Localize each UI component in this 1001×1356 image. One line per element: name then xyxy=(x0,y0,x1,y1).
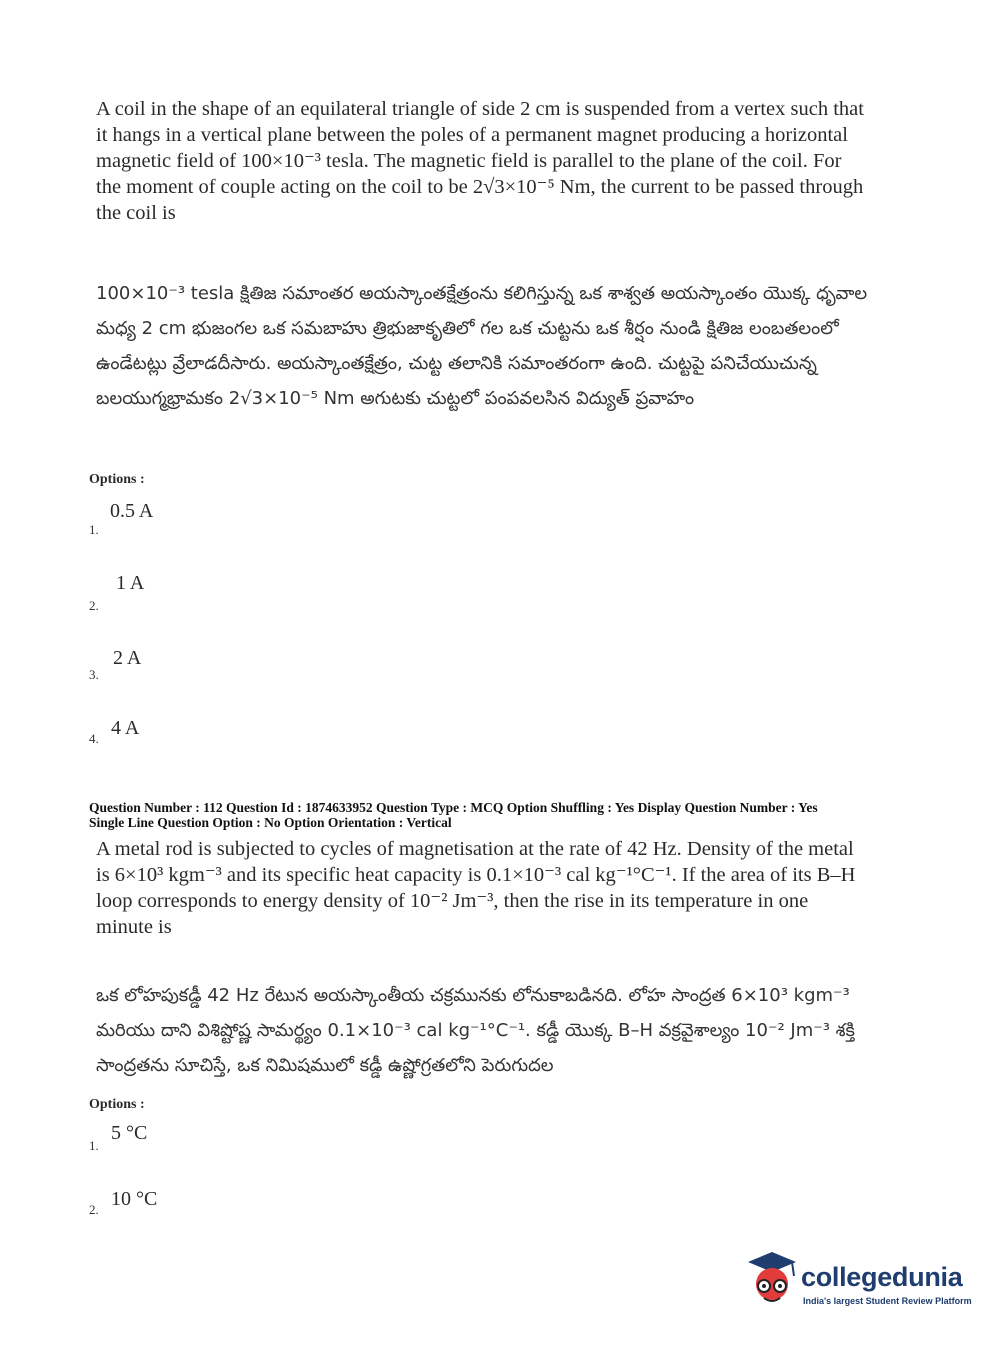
option-value[interactable]: 1 A xyxy=(116,572,145,594)
option-number: 2. xyxy=(89,598,99,613)
options-label: Options : xyxy=(89,472,145,487)
question-meta-line2: Single Line Question Option : No Option Orientation : Vertical xyxy=(89,815,452,830)
logo-tagline: India's largest Student Review Platform xyxy=(803,1296,972,1306)
option-value[interactable]: 5 °C xyxy=(111,1122,148,1144)
question-text-telugu: 100×10⁻³ tesla క్షితిజ సమాంతర అయస్కాంతక్షేత్రంను కలిగిస్తున్న ఒక శాశ్వత అయస్కాంతం యొక్క ధృవాల మధ్య 2 cm భుజంగల ఒక సమబాహు త్రిభుజాకృతిలో గల ఒక చుట్టను ఒక శీర్షం నుండి క్షితిజ లంబతలంలో ఉండేటట్లు వ్రేలాడదీసారు. అయస్కాంతక్షేత్రం, చుట్ట తలానికి సమాంతరంగా ఉంది. చుట్టపై పనిచేయుచున్న బలయుగ్మభ్రామకం 2√3×10⁻⁵ Nm అగుటకు చుట్టలో పంపవలసిన విద్యుత్ ప్రవాహం xyxy=(96,283,868,409)
question-text-english: A metal rod is subjected to cycles of magnetisation at the rate of 42 Hz. Density of the metal is 6×10³ kgm⁻³ and its specific heat capacity is 0.1×10⁻³ cal kg⁻¹°C⁻¹. If the area of its B–H loop corresponds to energy density of 10⁻² Jm⁻³, then the rise in its temperature in one minute is xyxy=(96,838,856,938)
options-label: Options : xyxy=(89,1097,145,1112)
option-number: 2. xyxy=(89,1202,99,1217)
mascot-icon xyxy=(742,1250,802,1312)
option-value[interactable]: 2 A xyxy=(113,647,142,669)
option-value[interactable]: 10 °C xyxy=(111,1188,158,1210)
option-value[interactable]: 0.5 A xyxy=(110,500,154,522)
option-number: 3. xyxy=(89,667,99,682)
option-number: 1. xyxy=(89,1138,99,1153)
option-value[interactable]: 4 A xyxy=(111,717,140,739)
option-number: 1. xyxy=(89,522,99,537)
question-meta-line1: Question Number : 112 Question Id : 1874633952 Question Type : MCQ Option Shuffling : Yes Display Question Number : Yes xyxy=(89,800,818,815)
question-text-english: A coil in the shape of an equilateral triangle of side 2 cm is suspended from a vertex such that it hangs in a vertical plane between the poles of a permanent magnet producing a horizontal magnetic field of 100×10⁻³ tesla. The magnetic field is parallel to the plane of the coil. For the moment of couple acting on the coil to be 2√3×10⁻⁵ Nm, the current to be passed through the coil is xyxy=(96,98,864,224)
question-text-telugu: ఒక లోహపుకడ్డీ 42 Hz రేటున అయస్కాంతీయ చక్రమునకు లోనుకాబడినది. లోహ సాంద్రత 6×10³ kgm⁻³ మరియు దాని విశిష్టోష్ణ సామర్థ్యం 0.1×10⁻³ cal kg⁻¹°C⁻¹. కడ్డీ యొక్క B–H వక్రవైశాల్యం 10⁻² Jm⁻³ శక్తి సాంద్రతను సూచిస్తే, ఒక నిమిషములో కడ్డీ ఉష్ణోగ్రతలోని పెరుగుదల xyxy=(96,985,855,1076)
logo-wordmark: collegedunia xyxy=(801,1262,963,1292)
option-number: 4. xyxy=(89,731,99,746)
